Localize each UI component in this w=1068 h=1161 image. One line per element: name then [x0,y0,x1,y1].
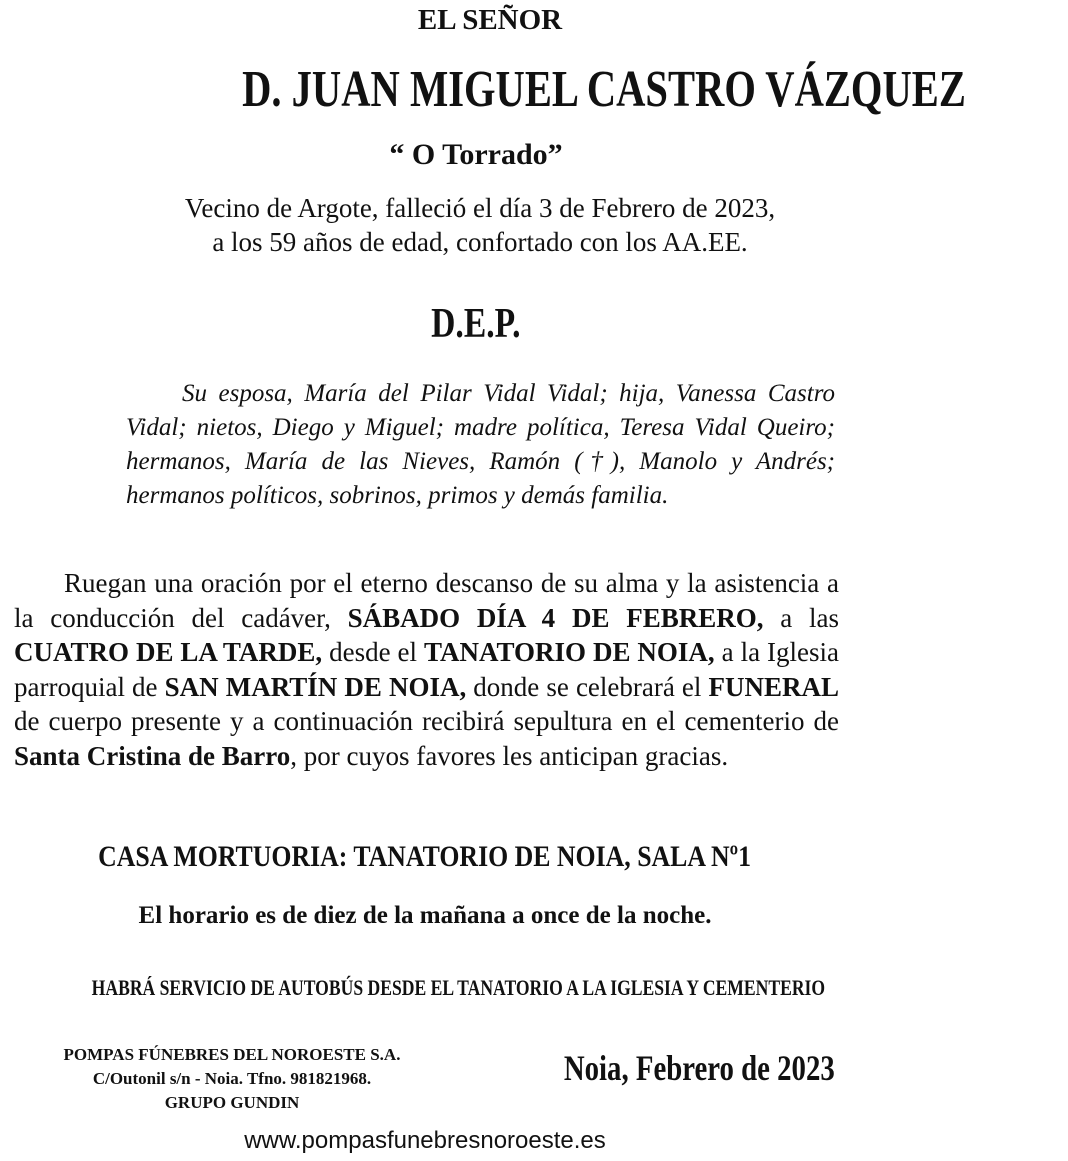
deceased-name-text: D. JUAN MIGUEL CASTRO VÁZQUEZ [242,61,966,118]
ceremony-paragraph [14,566,839,773]
family-paragraph: Su esposa, María del Pilar Vidal Vidal; hija, Vanessa Castro Vidal; nietos, Diego y Miguel; madre política, Teresa Vidal Queiro; hermanos, María de las Nieves, Ramón (†), Manolo y Andrés; hermanos políticos, sobrinos, primos y demás familia. [126,380,835,509]
nickname: “ O Torrado” [389,138,563,171]
funeral-home-text: CASA MORTUORIA: TANATORIO DE NOIA, SALA Nº1 [98,840,752,873]
residence-statement [130,191,830,259]
bus-service-text: HABRÁ SERVICIO DE AUTOBÚS DESDE EL TANATORIO A LA IGLESIA Y CEMENTERIO [91,975,826,1000]
ceremony-text-5: donde se celebrará el [473,671,702,702]
ceremony-text-2: a las [780,602,840,633]
ceremony-text-4: a la Iglesia parroquial de [14,637,839,702]
heading-el-senor: EL SEÑOR [417,4,563,36]
residence-line-1: Vecino de Argote, falleció el día 3 de Febrero de 2023, [184,193,776,223]
ceremony-text-6: de cuerpo presente y a continuación recibirá sepultura en el cementerio de [14,706,839,736]
bus-service-line [0,975,850,1001]
ceremony-time: CUATRO DE LA TARDE, [14,637,323,667]
deceased-name [140,60,966,119]
residence-line-2: a los 59 años de edad, confortado con los AA.EE. [212,227,748,257]
company-name: POMPAS FÚNEBRES DEL NOROESTE S.A. [63,1045,401,1064]
footer-date [530,1047,835,1089]
ceremony-cemetery: Santa Cristina de Barro [14,740,291,771]
company-address: C/Outonil s/n - Noia. Tfno. 981821968. [92,1069,372,1088]
ceremony-origin: TANATORIO DE NOIA, [423,637,715,667]
footer-date-text: Noia, Febrero de 2023 [563,1048,835,1088]
company-block [0,1043,464,1115]
website-url: www.pompasfunebresnoroeste.es [244,1127,606,1154]
dep-heading [300,300,652,348]
funeral-home-line [0,840,850,874]
ceremony-date: SÁBADO DÍA 4 DE FEBRERO, [347,602,764,633]
dep-text: D.E.P. [431,301,521,347]
ceremony-funeral: FUNERAL [708,671,840,702]
ceremony-text-1: Ruegan una oración por el eterno descanso de su alma y la asistencia a la conducción del cadáver, [14,568,839,633]
hours-line: El horario es de diez de la mañana a once de la noche. [138,902,712,929]
ceremony-text-3: desde el [329,637,418,667]
ceremony-text-7: , por cuyos favores les anticipan gracias. [290,740,729,771]
company-group: GRUPO GUNDIN [164,1093,300,1112]
ceremony-church: SAN MARTÍN DE NOIA, [164,671,467,702]
